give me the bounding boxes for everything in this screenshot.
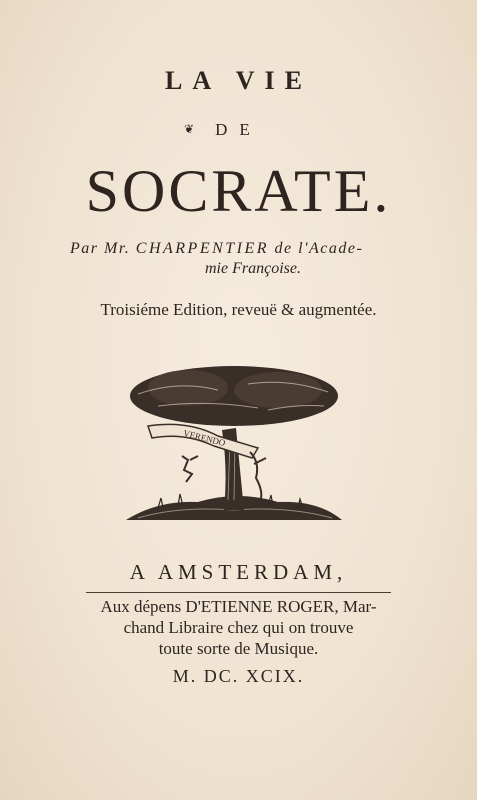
imprint-line-2: chand Libraire chez qui on trouve [123,618,354,637]
edition-statement: Troisiéme Edition, reveuë & augmentée. [100,300,377,319]
title-line-socrate: SOCRATE. [85,158,392,224]
author-line-1 [70,240,363,258]
author-prefix: Par Mr. [70,240,131,257]
ornament-icon: ❦ [184,122,195,136]
imprint-line-3: toute sorte de Musique. [158,639,319,658]
imprint-line-1: Aux dépens D'ETIENNE ROGER, Mar- [100,597,377,616]
author-name: CHARPENTIER [135,240,270,257]
tree-vignette [118,360,350,530]
imprint-rule [86,592,391,593]
title-line-de: DE [215,120,262,139]
title-line-la-vie: LA VIE [165,66,312,95]
imprint-date: M. DC. XCIX. [172,666,305,686]
imprint-place: A AMSTERDAM, [129,560,348,584]
vignette-banner-text: VERENDO [182,427,227,449]
imprint-text [0,596,477,659]
author-suffix: de l'Acade- [274,240,364,257]
author-line-2: mie Françoise. [205,260,301,277]
